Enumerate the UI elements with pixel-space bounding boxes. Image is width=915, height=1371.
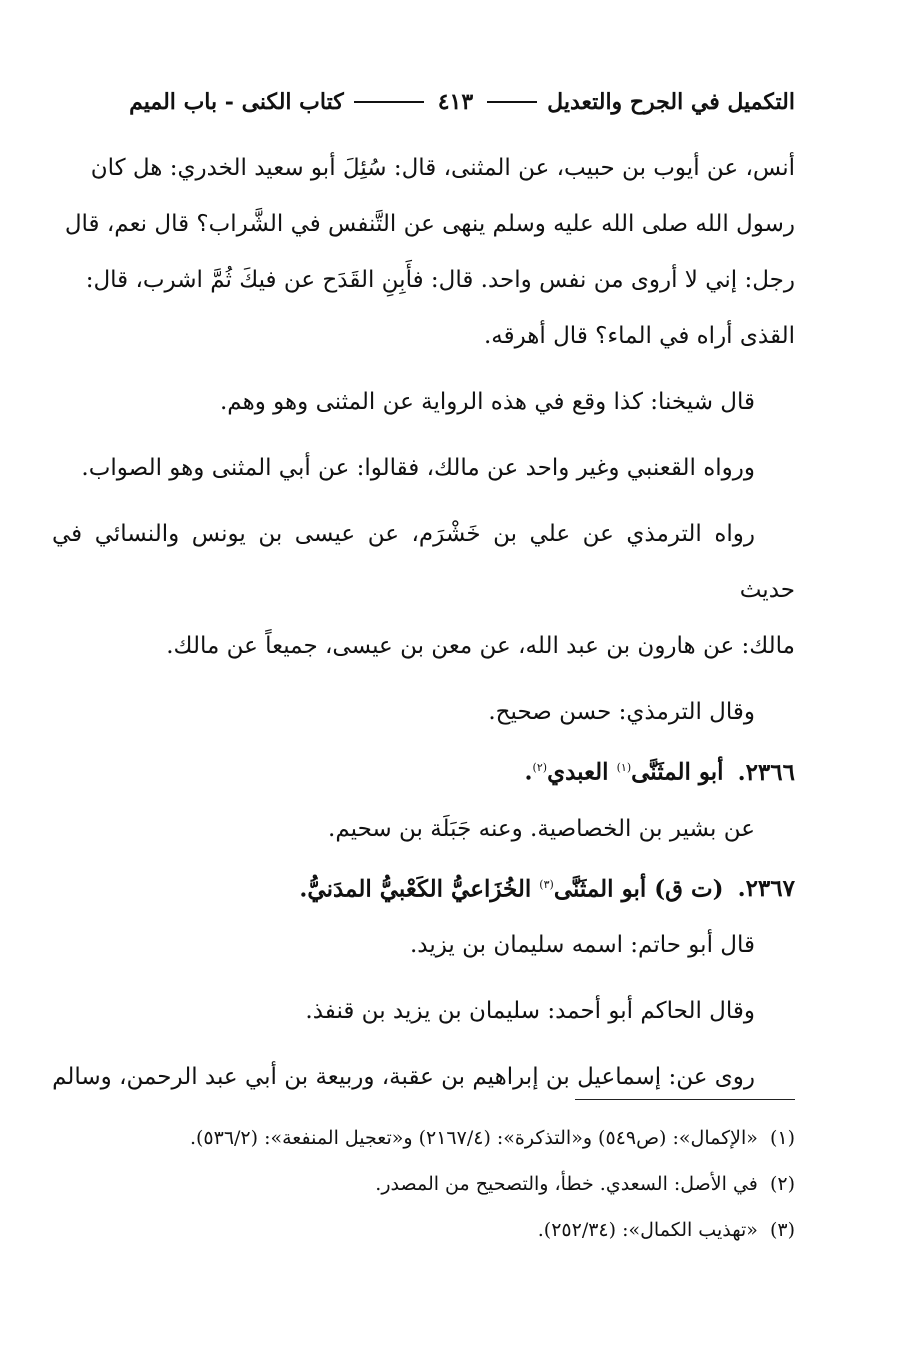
paragraph: قال أبو حاتم: اسمه سليمان بن يزيد.	[409, 932, 755, 959]
header-right-title: كتاب الكنى - باب الميم	[129, 89, 344, 115]
paragraph: ورواه القعنبي وغير واحد عن مالك، فقالوا: عن أبي المثنى وهو الصواب.	[81, 455, 755, 481]
paragraph: وقال الترمذي: حسن صحيح.	[488, 699, 755, 725]
footnote-1	[80, 1115, 795, 1161]
header-separator	[487, 101, 537, 103]
text-line: مالك: عن هارون بن عبد الله، عن معن بن عيسى، جميعاً عن مالك.	[166, 633, 795, 659]
entry-name: أبو المثَنَّى	[631, 758, 724, 786]
entry-heading-2367	[52, 857, 795, 918]
footnote-divider	[575, 1099, 795, 1100]
entry-name: أبو المثَنَّى	[553, 875, 647, 903]
text-line: رواه الترمذي عن علي بن خَشْرَم، عن عيسى بن يونس والنسائي في حديث	[52, 521, 795, 603]
footnote-mark: (٢)	[769, 1173, 795, 1195]
footnote-ref: (٣)	[539, 877, 554, 891]
footnote-text: «الإكمال»: (ص٥٤٩) و«التذكرة»: (٢١٦٧/٤) و«تعجيل المنفعة»: (٥٣٦/٢).	[189, 1127, 758, 1149]
footnote-ref: (٢)	[532, 761, 548, 774]
text-line: رجل: إني لا أروى من نفس واحد. قال: فأَبِنِ القَدَح عن فيكَ ثُمَّ اشرب، قال:	[85, 267, 795, 293]
footnote-text: في الأصل: السعدي. خطأ، والتصحيح من المصدر.	[375, 1173, 758, 1195]
header-separator	[354, 101, 424, 103]
entry-codes: (ت ق)	[654, 875, 724, 903]
text-line: القذى أراه في الماء؟ قال أهرقه.	[483, 323, 795, 349]
entry-number: ٢٣٦٦.	[737, 758, 795, 786]
entry-number: ٢٣٦٧.	[737, 875, 795, 903]
paragraph: عن بشير بن الخصاصية. وعنه جَبَلَة بن سحيم.	[328, 815, 755, 842]
footnote-mark: (١)	[769, 1127, 795, 1149]
running-header	[40, 82, 795, 122]
header-left-title: التكميل في الجرح والتعديل	[547, 89, 795, 115]
entry-nisba: العبدي	[547, 758, 609, 786]
footnote-ref: (١)	[616, 761, 632, 774]
page-number: ٤١٣	[437, 89, 474, 115]
text-line: رسول الله صلى الله عليه وسلم ينهى عن التَّنفس في الشَّراب؟ قال نعم، قال	[64, 211, 795, 237]
main-text	[52, 140, 795, 1105]
paragraph: قال شيخنا: كذا وقع في هذه الرواية عن المثنى وهو وهم.	[219, 389, 755, 415]
entry-nisba: الخُزَاعيُّ الكَعْبيُّ المدَنيُّ.	[299, 875, 532, 903]
footnote-mark: (٣)	[769, 1219, 795, 1241]
entry-end: .	[524, 758, 533, 786]
footnotes	[80, 1115, 795, 1253]
footnote-3	[80, 1207, 795, 1253]
entry-heading-2366	[52, 740, 795, 801]
footnote-2	[80, 1161, 795, 1207]
footnote-text: «تهذيب الكمال»: (٢٥٢/٣٤).	[537, 1219, 758, 1241]
text-line: أنس، عن أيوب بن حبيب، عن المثنى، قال: سُئِلَ أبو سعيد الخدري: هل كان	[90, 155, 795, 181]
paragraph: وقال الحاكم أبو أحمد: سليمان بن يزيد بن قنفذ.	[305, 998, 755, 1025]
paragraph: روى عن: إسماعيل بن إبراهيم بن عقبة، وربيعة بن أبي عبد الرحمن، وسالم	[52, 1064, 755, 1091]
